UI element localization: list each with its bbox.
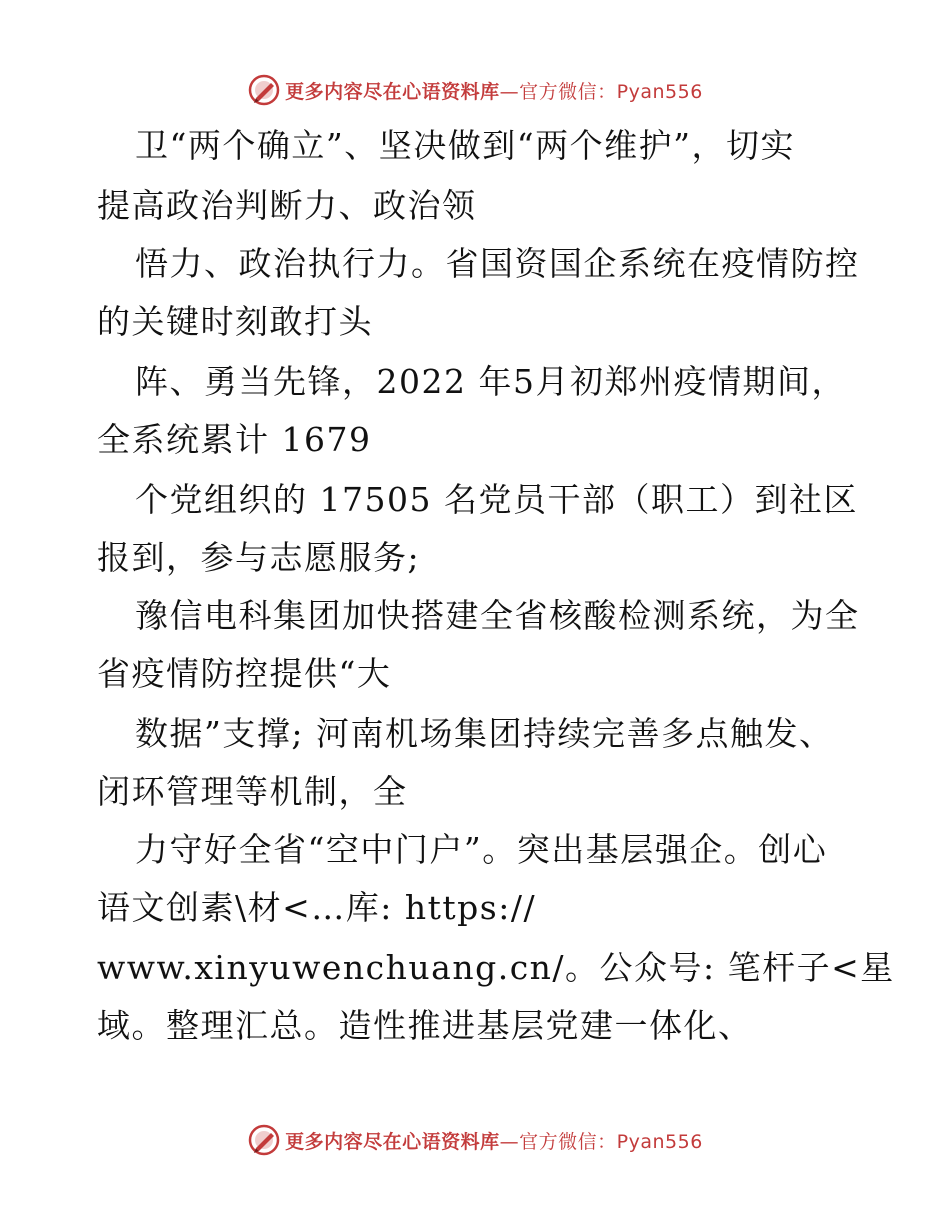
banner-suffix: 官方微信：Pyan556 [519, 1130, 703, 1153]
text-line-11: 数据”支撑; 河南机场集团持续完善多点触发、 [135, 714, 834, 753]
text-line-13: 力守好全省“空中门户”。突出基层强企。创心 [135, 830, 828, 869]
text-line-6: 全系统累计 1679 [97, 420, 372, 459]
text-line-9: 豫信电科集团加快搭建全省核酸检测系统，为全 [135, 596, 860, 635]
text-line-4: 的关键时刻敢打头 [97, 302, 373, 341]
text-line-16: 域。整理汇总。造性推进基层党建一体化、 [97, 1006, 753, 1045]
banner-prefix: 更多内容尽在心语资料库 [285, 80, 500, 103]
text-line-5: 阵、勇当先锋，2022 年5月初郑州疫情期间， [135, 362, 846, 401]
text-line-2: 提高政治判断力、政治领 [97, 186, 477, 225]
text-line-8: 报到，参与志愿服务; [97, 538, 421, 577]
banner-dash: — [499, 80, 520, 103]
text-line-10: 省疫情防控提供“大 [97, 654, 392, 693]
footer-banner [0, 1120, 950, 1160]
banner-text [285, 1127, 703, 1154]
text-line-14: 语文创素\材<…库: https:// [97, 888, 537, 927]
banner-dash: — [499, 1130, 520, 1153]
text-line-7: 个党组织的 17505 名党员干部（职工）到社区 [135, 480, 858, 519]
header-banner [0, 70, 950, 110]
banner-suffix: 官方微信：Pyan556 [519, 80, 703, 103]
pen-logo-icon [247, 73, 281, 107]
banner-prefix: 更多内容尽在心语资料库 [285, 1130, 500, 1153]
text-line-12: 闭环管理等机制，全 [97, 772, 408, 811]
pen-logo-icon [247, 1123, 281, 1157]
text-line-1: 卫“两个确立”、坚决做到“两个维护”，切实 [135, 126, 795, 165]
text-line-3: 悟力、政治执行力。省国资国企系统在疫情防控 [135, 244, 860, 283]
text-line-15: www.xinyuwenchuang.cn/。公众号: 笔杆子<星 [97, 948, 895, 987]
banner-text [285, 77, 703, 104]
